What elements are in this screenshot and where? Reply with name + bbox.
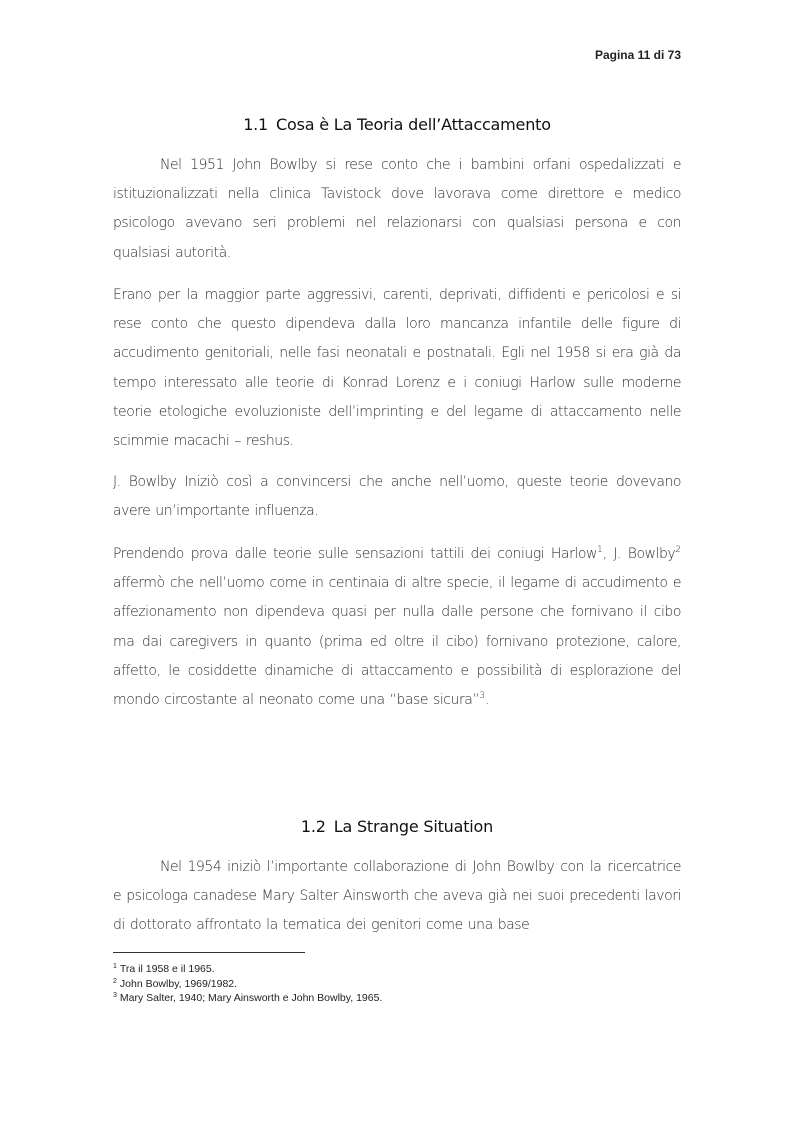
- footnote: [113, 977, 681, 992]
- footnote-marker: 3: [113, 992, 117, 999]
- paragraph-text: Prendendo prova dalle teorie sulle sensazioni tattili dei coniugi Harlow: [113, 546, 597, 562]
- footnotes: [113, 962, 681, 1006]
- footnote: [113, 991, 681, 1006]
- section-number: 1.1: [243, 115, 269, 134]
- footnote-marker: 2: [113, 977, 117, 985]
- section-number: 1.2: [300, 817, 326, 836]
- footnote-text: Tra il 1958 e il 1965.: [119, 963, 215, 975]
- section-heading: [113, 817, 681, 836]
- footnote-marker: 1: [113, 963, 117, 970]
- paragraph: Nel 1954 iniziò l’importante collaborazione di John Bowlby con la ricercatrice e psicologa canadese Mary Salter Ainsworth che aveva già nei suoi precedenti lavori di dottorato affrontato la tematica dei genitori come una base: [113, 859, 681, 934]
- paragraph: Erano per la maggior parte aggressivi, carenti, deprivati, diffidenti e pericolosi e si rese conto che questo dipendeva dalla loro mancanza infantile delle figure di accudimento genitoriali, nelle fasi neonatali e postnatali. Egli nel 1958 si era già da tempo interessato alle teorie di Konrad Lorenz e i coniugi Harlow sulle moderne teorie etologiche evoluzioniste dell’imprinting e del legame di attaccamento nelle scimmie macachi – reshus.: [113, 287, 681, 450]
- paragraph: J. Bowlby Iniziò così a convincersi che anche nell’uomo, queste teorie dovevano avere un’importante influenza.: [113, 474, 681, 520]
- paragraph: Nel 1951 John Bowlby si rese conto che i bambini orfani ospedalizzati e istituzionalizzati nella clinica Tavistock dove lavorava come direttore e medico psicologo avevano seri problemi nel relazionarsi con qualsiasi persona e con qualsiasi autorità.: [113, 157, 681, 261]
- paragraph: [113, 540, 681, 715]
- footnote-reference[interactable]: 2: [675, 545, 682, 555]
- paragraph-text: , J. Bowlby: [602, 546, 676, 562]
- footnote-text: Mary Salter, 1940; Mary Ainsworth e John Bowlby, 1965.: [119, 992, 383, 1004]
- section-title: La Strange Situation: [333, 817, 494, 836]
- footnote-reference[interactable]: 3: [479, 691, 485, 702]
- section-title: Cosa è La Teoria dell’Attaccamento: [276, 115, 551, 134]
- footnote-text: John Bowlby, 1969/1982.: [119, 977, 238, 990]
- footnote: [113, 962, 681, 977]
- footnote-reference[interactable]: 1: [596, 545, 603, 555]
- page-number: Pagina 11 di 73: [594, 48, 681, 62]
- footnote-divider: [113, 952, 305, 953]
- paragraph-text: .: [484, 692, 489, 709]
- section-heading: [113, 115, 681, 134]
- paragraph-text: affermò che nell’uomo come in centinaia di altre specie, il legame di accudimento e affezionamento non dipendeva quasi per nulla dalle persone che fornivano il cibo ma dai caregivers in quanto (prima ed oltre il cibo) fornivano protezione, calore, affetto, le cosiddette dinamiche di attaccamento e possibilità di esplorazione del mondo circostante al neonato come una “base sicura”: [113, 575, 681, 709]
